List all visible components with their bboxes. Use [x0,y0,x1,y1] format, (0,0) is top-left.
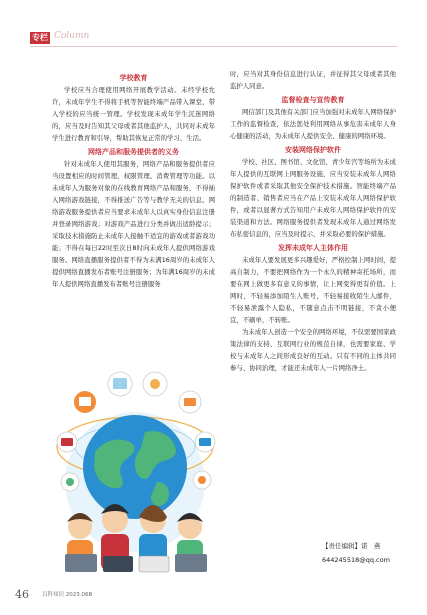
internet-illustration [45,362,225,575]
paragraph-conclusion: 为未成年人创造一个安全的网络环境，不仅需要国家政策法律的支持、互联网行业的规范自律，也需要家庭、学校与未成年人之间形成良好的互动。只有不同的主体共同参与、协同治理，才能还未成年人一片网络净土。 [230,328,396,372]
section-heading-supervision: 监督检查与宣传教育 [281,96,345,104]
left-column [52,70,215,290]
paragraph-minors: 未成年人要发展更多兴趣爱好，严格控制上网时间，提高自制力，不要把网络作为一个永久的精神寄托场所，而要在网上做更多有意义的事情，让上网变得更有价值。上网时，不轻易添加陌生人账号，不轻易接收陌生人邮件，不轻易泄露个人隐私，不随意点击不明链接，不贪小便宜，不刷单，不转账。 [230,256,396,324]
section-heading-providers: 网络产品和服务提供者的义务 [88,148,179,156]
paragraph-supervision: 网信部门及其他有关部门应当加强对未成年人网络保护工作的监督检查，依法惩处利用网络从事危害未成年人身心健康的活动，为未成年人提供安全、健康的网络环境。 [230,108,396,140]
page-number: 46 [15,588,29,601]
paragraph-software: 学校、社区、图书馆、文化馆、青少年宫等场所为未成年人提供的互联网上网服务设施，应当安装未成年人网络保护软件或者采取其他安全保护技术措施。智能终端产品的制造者、销售者应当在产品上安装未成年人网络保护软件，或者以显著方式告知用户未成年人网络保护软件的安装渠道和方法。网络服务提供者发现未成年人通过网络发布私密信息的，应当及时提示，并采取必要的保护措施。 [230,158,396,238]
section-heading-software: 安装网络保护软件 [285,146,341,154]
editor-credit: 【责任编辑】诺 燕 [322,542,381,550]
editor-email: 644245518@qq.com [322,556,390,564]
paragraph-providers: 针对未成年人使用其服务，网络产品和服务提供者应当设置相应的时间管理、权限管理、消费管理等功能。以未成年人为服务对象的在线教育网络产品和服务，不得插入网络游戏链接，不得推送广告等与教学无关的信息。网络游戏服务提供者应当要求未成年人以真实身份信息注册并登录网络游戏；对游戏产品进行分类并做出适龄提示；采取技术措施防止未成年人接触不适宜的游戏或者游戏功能；不得在每日22时至次日8时向未成年人提供网络游戏服务。网络直播服务提供者不得为未满16周岁的未成年人提供网络直播发布者账号注册服务；为年满16周岁的未成年人提供网络直播发布者账号注册服务 [52,160,215,288]
magazine-issue: 百科知识 2023.06B [42,592,93,598]
column-tag: 专栏 [32,33,48,42]
paragraph-school: 学校应当合理使用网络开展教学活动。未经学校允许，未成年学生不得将手机等智能终端产品带入课堂，带入学校的应当统一管理。学校发现未成年学生沉迷网络的，应当及时告知其父母或者其他监护人，共同对未成年学生进行教育和引导，帮助其恢复正常的学习、生活。 [52,86,215,142]
header-rule [30,46,397,47]
paragraph-continued: 时，应当对其身份信息进行认证，并征得其父母或者其他监护人同意。 [230,70,396,90]
right-column [230,68,396,374]
section-heading-minors: 发挥未成年人主体作用 [278,244,348,252]
section-heading-school: 学校教育 [119,74,148,82]
column-english-label: Column [54,31,90,41]
